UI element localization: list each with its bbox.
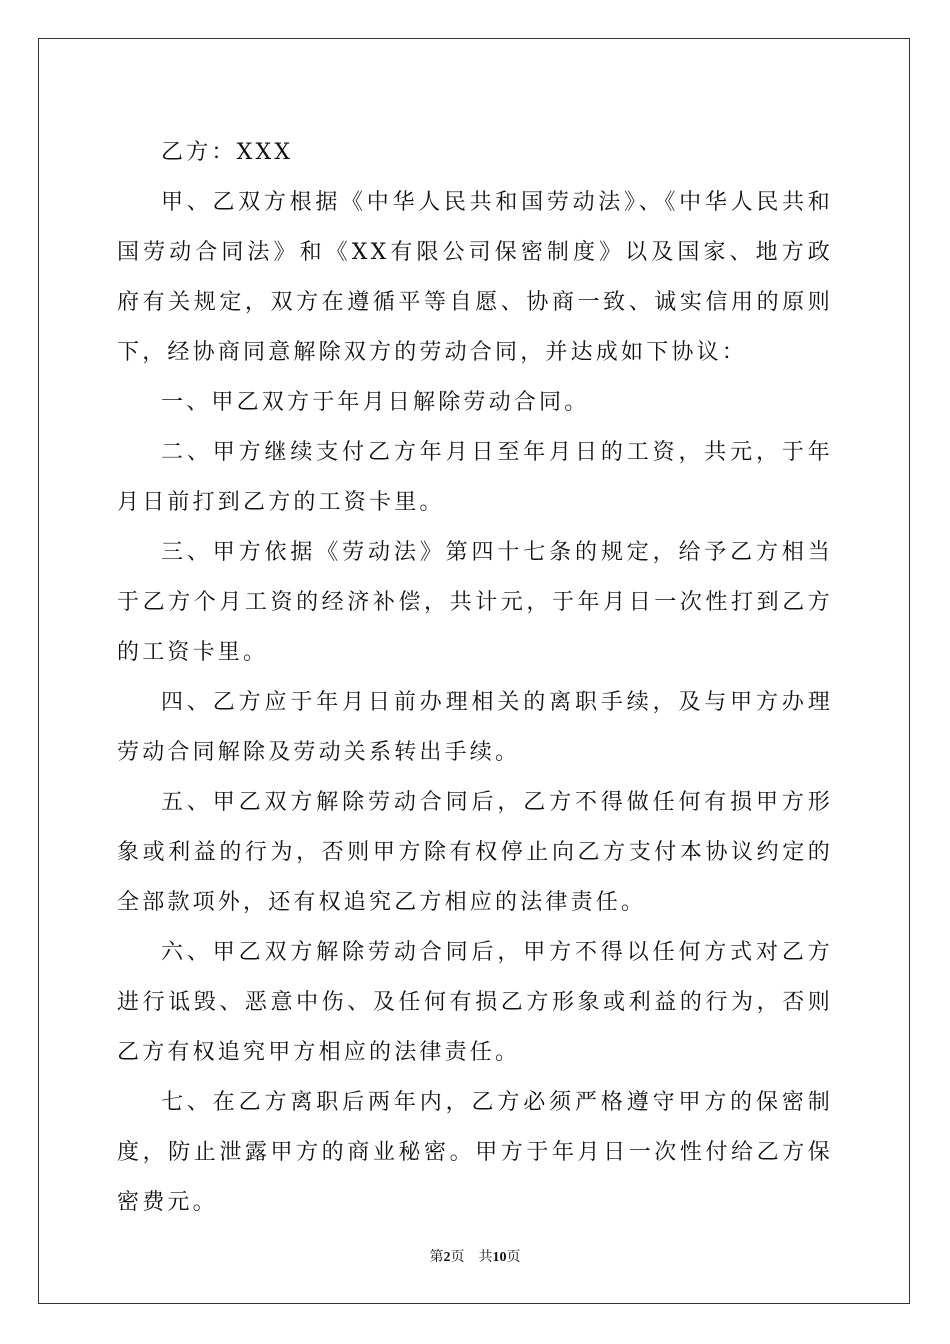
clause-6: 六、甲乙双方解除劳动合同后，甲方不得以任何方式对乙方进行诋毁、恶意中伤、及任何有损乙方形象或利益的行为，否则乙方有权追究甲方相应的法律责任。 bbox=[117, 940, 833, 1065]
page-number: 2 bbox=[443, 1250, 451, 1265]
total-prefix: 共 bbox=[478, 1249, 493, 1265]
page-prefix: 第 bbox=[429, 1249, 444, 1265]
preamble-paragraph: 甲、乙双方根据《中华人民共和国劳动法》、《中华人民共和国劳动合同法》和《XX有限公司保密制度》以及国家、地方政府有关规定，双方在遵循平等自愿、协商一致、诚实信用的原则下，经协商同意解除双方的劳动合同，并达成如下协议： bbox=[117, 190, 833, 365]
total-suffix: 页 bbox=[506, 1249, 521, 1265]
party-b-line: 乙方：XXX bbox=[161, 140, 294, 165]
clause-1: 一、甲乙双方于年月日解除劳动合同。 bbox=[161, 390, 590, 415]
clause-3: 三、甲方依据《劳动法》第四十七条的规定，给予乙方相当于乙方个月工资的经济补偿，共计元，于年月日一次性打到乙方的工资卡里。 bbox=[117, 540, 833, 665]
document-body bbox=[117, 128, 833, 1228]
total-pages: 10 bbox=[492, 1250, 507, 1265]
clause-7: 七、在乙方离职后两年内，乙方必须严格遵守甲方的保密制度，防止泄露甲方的商业秘密。甲方于年月日一次性付给乙方保密费元。 bbox=[117, 1090, 833, 1215]
page-suffix: 页 bbox=[450, 1249, 465, 1265]
clause-5: 五、甲乙双方解除劳动合同后，乙方不得做任何有损甲方形象或利益的行为，否则甲方除有权停止向乙方支付本协议约定的全部款项外，还有权追究乙方相应的法律责任。 bbox=[117, 790, 833, 915]
clause-2: 二、甲方继续支付乙方年月日至年月日的工资，共元，于年月日前打到乙方的工资卡里。 bbox=[117, 440, 833, 515]
clause-4: 四、乙方应于年月日前办理相关的离职手续，及与甲方办理劳动合同解除及劳动关系转出手续。 bbox=[117, 690, 833, 765]
page-footer bbox=[0, 1246, 950, 1266]
